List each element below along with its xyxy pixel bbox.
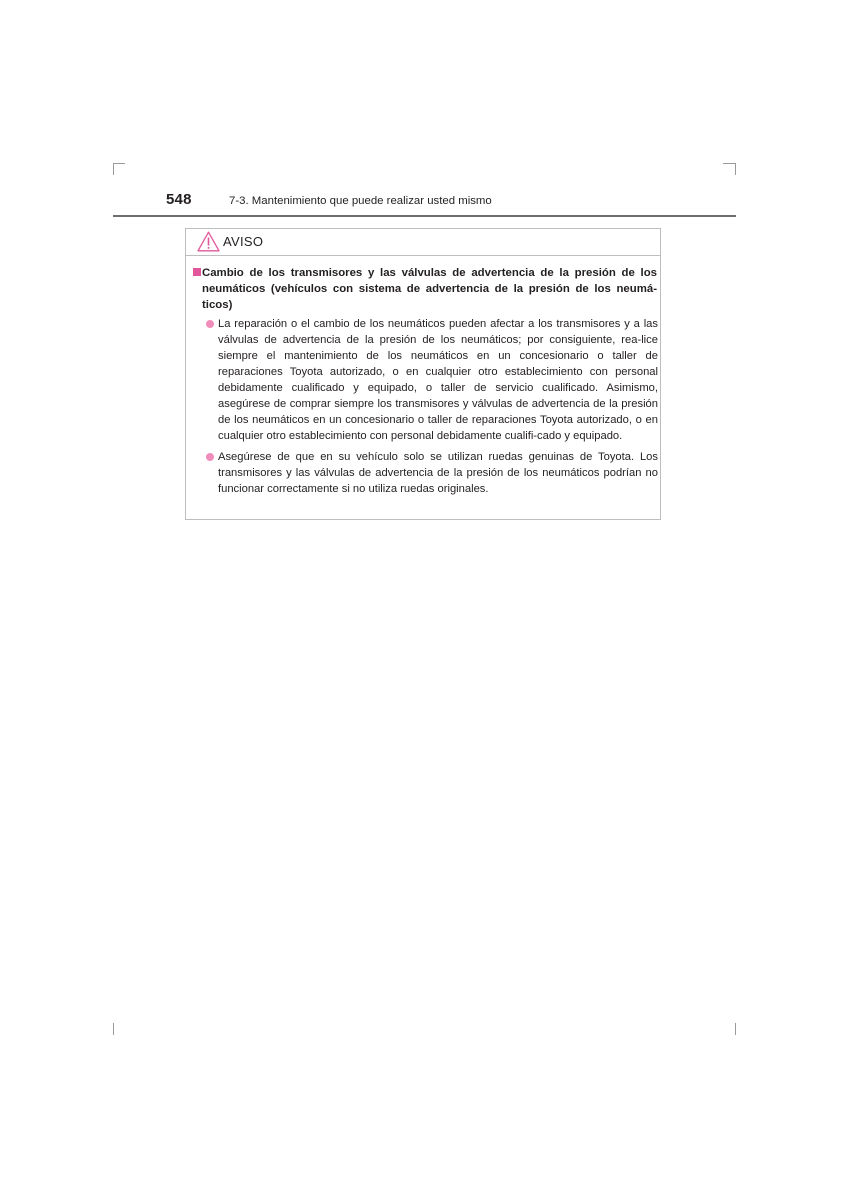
page-number: 548 <box>166 191 192 208</box>
warning-label: AVISO <box>223 234 264 249</box>
crop-mark-top-left-vertical <box>113 163 114 175</box>
warning-box <box>185 228 661 520</box>
list-item-text: Asegúrese de que en su vehículo solo se utilizan ruedas genuinas de Toyota. Los transmisores y las válvulas de advertencia de la presión de los neumáticos podrían no funcionar correctamente si no utiliza ruedas originales. <box>218 451 658 495</box>
crop-mark-bottom-left-vertical <box>113 1023 114 1035</box>
warning-header <box>186 229 660 256</box>
warning-triangle-icon <box>197 231 220 252</box>
list-item-text: La reparación o el cambio de los neumáticos pueden afectar a los transmisores y a las válvulas de advertencia de la presión de los neumáticos; por consiguiente, rea-lice siempre el mantenimiento de los neumáticos en un concesionario o taller de reparaciones Toyota autorizado, o en cualquier otro establecimiento con personal debidamente cualificado y equipado, o taller de servicio cualificado. Asimismo, asegúrese de comprar siempre los transmisores y válvulas de advertencia de la presión de los neumáticos en un concesionario o taller de reparaciones Toyota autorizado, o en cualquier otro establecimiento con personal debidamente cualifi-cado y equipado. <box>218 318 658 442</box>
circle-bullet-icon <box>206 320 214 328</box>
warning-topic <box>190 265 658 497</box>
crop-mark-top-left-horizontal <box>113 163 125 164</box>
list-item <box>202 449 658 497</box>
section-title: 7-3. Mantenimiento que puede realizar usted mismo <box>229 195 492 207</box>
square-bullet-icon <box>193 268 201 276</box>
circle-bullet-icon <box>206 453 214 461</box>
list-item <box>202 316 658 444</box>
crop-mark-bottom-right-vertical <box>735 1023 736 1035</box>
crop-mark-top-right-horizontal <box>723 163 735 164</box>
header-rule <box>113 215 736 217</box>
crop-mark-top-right-vertical <box>735 163 736 175</box>
topic-heading: Cambio de los transmisores y las válvulas de advertencia de la presión de los neumáticos (vehículos con sistema de advertencia de la presión de los neumá-ticos) <box>202 267 657 311</box>
